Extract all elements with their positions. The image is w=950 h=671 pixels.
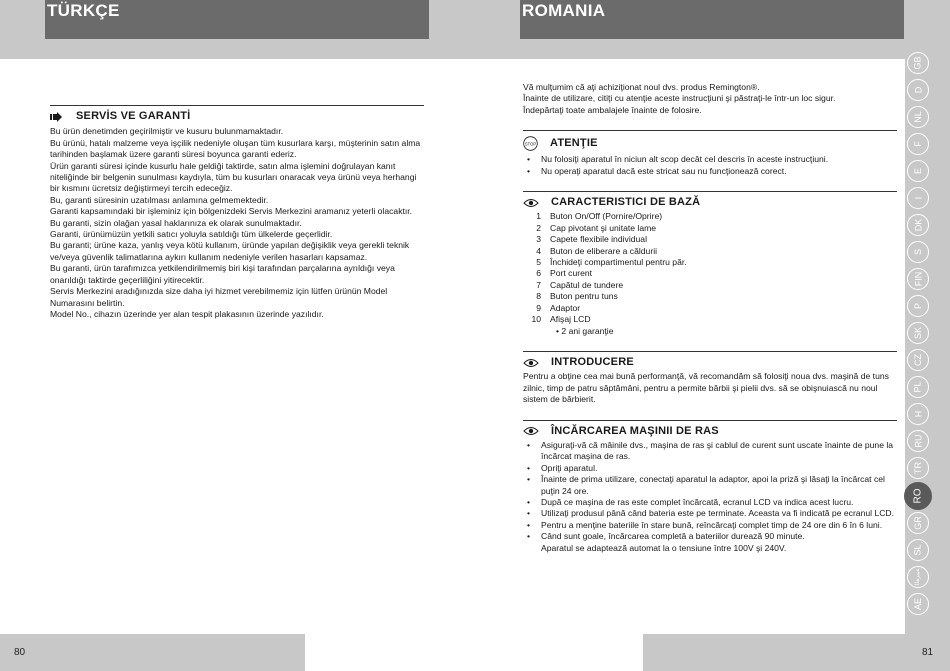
list-item: • Opriţi aparatul.	[523, 463, 897, 474]
intro-line: Îndepărtaţi toate ambalajele înainte de folosire.	[523, 104, 702, 115]
paragraph: Bu garanti; ürüne kaza, yanlış veya kötü kullanım, üründe yapılan değişiklik veya gerekli teknik ve/veya güvenlik talimatlarına aykırı kullanım nedeniyle verilen hasarları kapsamaz.	[50, 240, 410, 262]
page-title-romanian: ROMANIA	[520, 0, 904, 39]
section-header-features	[523, 191, 897, 208]
tab-lang-f[interactable]: F	[907, 133, 929, 155]
paragraph: Bu ürünü, hatalı malzeme veya işçilik nedeniyle oluşan tüm kusurlara karşı, müşterinin satın alma tarihinden başlamak üzere garanti süresi boyunca garanti ederiz.	[50, 137, 421, 160]
tab-lang-sl[interactable]: SL	[907, 539, 929, 561]
list-item: 8 Buton pentru tuns	[536, 291, 618, 302]
paragraph: Servis Merkezini aradığınızda size daha iyi hizmet verebilmemiz için lütfen ürünün Model Numarasını belirtin.	[50, 286, 388, 308]
section-heading: CARACTERISTICI DE BAZĂ	[551, 196, 701, 209]
list-item: 7 Capătul de tundere	[536, 279, 624, 290]
list-item: • Asiguraţi-vă că mâinile dvs., maşina de ras şi cablul de curent sunt uscate înainte de pune la încărcat maşina de ras.	[523, 440, 897, 463]
list-item: • După ce maşina de ras este complet încărcată, ecranul LCD va indica acest lucru.	[523, 497, 897, 508]
romanian-section	[523, 82, 897, 554]
page-number-left: 80	[14, 647, 26, 658]
charging-section	[523, 420, 897, 554]
paragraph: Bu ürün denetimden geçirilmiştir ve kusuru bulunmamaktadır.	[50, 126, 284, 137]
list-item: • Nu folosiţi aparatul în niciun alt scop decât cel descris în aceste instrucţiuni.	[523, 154, 897, 165]
list-item: • Pentru a menţine bateriile în stare bună, reîncărcaţi complet timp de 24 ore din 6 în 6 luni.	[523, 520, 897, 531]
tab-lang-e[interactable]: E	[907, 160, 929, 182]
list-item: • Înainte de prima utilizare, conectaţi aparatul la adaptor, apoi la priză şi lăsaţi la încărcat cel puţin 24 ore.	[523, 474, 897, 497]
eye-icon	[523, 358, 539, 368]
tab-lang-sk[interactable]: SK	[907, 322, 929, 344]
page-title-turkish: TÜRKÇE	[45, 0, 429, 39]
section-header-introduction	[523, 351, 897, 368]
tab-lang-i[interactable]: I	[907, 187, 929, 209]
tab-lang-tr[interactable]: TR	[907, 457, 929, 479]
list-item: 3 Capete flexibile individual	[536, 234, 647, 245]
paragraph: Bu garanti, ürün tarafımızca yetkilendirilmemiş biri kişi tarafından parçalarına ayrıldığı veya onarıldığı taktirde geçerliliğini yitirecektir.	[50, 263, 395, 285]
tab-lang-ru[interactable]: RU	[907, 430, 929, 452]
paragraph: Model No., cihazın üzerinde yer alan tespit plakasının üzerinde yazılıdır.	[50, 308, 324, 319]
caution-section	[523, 130, 897, 177]
eye-icon	[523, 198, 539, 208]
intro-text	[523, 82, 897, 116]
section-header-service	[50, 105, 424, 122]
tab-lang-ro[interactable]: RO	[904, 482, 932, 510]
section-heading: ATENŢIE	[550, 137, 598, 150]
tab-lang-gr[interactable]: GR	[907, 512, 929, 534]
svg-text:STOP: STOP	[524, 141, 537, 147]
list-item: 10 Afişaj LCD	[531, 314, 591, 325]
tab-lang-arabic[interactable]: ﺔﻴﺑﺮﻌﻟا	[907, 566, 929, 588]
section-heading: INTRODUCERE	[551, 355, 634, 368]
paragraph: Ürün garanti süresi içinde kusurlu hale geldiği taktirde, satın alma işlemini doğrulayan kanıt niteliğinde bir belgenin sunulması kaydıyla, tüm bu kusurları onaracak veya ürünü veya herhangi bir kısmını ücretsiz değiştirmeyi tercih edeceğiz.	[50, 160, 417, 194]
introduction-section	[523, 351, 897, 406]
turkish-section	[50, 105, 424, 320]
tab-lang-fin[interactable]: FIN	[907, 268, 929, 290]
intro-line: Înainte de utilizare, citiţi cu atenţie aceste instrucţiuni şi păstraţi-le într-un loc sigur.	[523, 93, 836, 104]
arrow-right-icon	[50, 112, 62, 122]
tab-lang-h[interactable]: H	[907, 403, 929, 425]
section-header-caution	[523, 130, 897, 151]
list-item: 1 Buton On/Off (Pornire/Oprire)	[536, 211, 663, 222]
voltage-note: Aparatul se adaptează automat la o tensiune între 100V şi 240V.	[541, 542, 787, 553]
paragraph: Garanti kapsamındaki bir işleminiz için bölgenizdeki Servis Merkezini aramanız yeterli olacaktır.	[50, 206, 413, 217]
eye-icon	[523, 426, 539, 436]
intro-line: Vă mulţumim că aţi achiziţionat noul dvs. produs Remington®.	[523, 82, 760, 92]
list-item: 5 Închideţi compartimentul pentru păr.	[536, 257, 687, 268]
list-item: 4 Buton de eliberare a căldurii	[536, 245, 658, 256]
paragraph: Bu, garanti süresinin uzatılması anlamına gelmemektedir.	[50, 194, 269, 205]
tab-lang-nl[interactable]: NL	[907, 106, 929, 128]
list-item: 2 Cap pivotant şi unitate lame	[536, 222, 657, 233]
footer-bar-right	[643, 634, 950, 671]
section-heading: ÎNCĂRCAREA MAŞINII DE RAS	[551, 424, 719, 437]
tab-lang-d[interactable]: D	[907, 79, 929, 101]
tab-lang-gb[interactable]: GB	[907, 52, 929, 74]
tab-lang-cz[interactable]: CZ	[907, 349, 929, 371]
paragraph: Pentru a obţine cea mai bună performanţă, vă recomandăm să folosiţi noua dvs. maşină de tuns zilnic, timp de patru săptămâni, pentru a permite bărbii şi pielii dvs. să se obişnuiască nu noul sistem de bărbierit.	[523, 371, 889, 405]
list-item: • Nu operaţi aparatul dacă este stricat sau nu funcţionează corect.	[523, 166, 897, 177]
stop-icon	[523, 136, 538, 151]
warranty-note: • 2 ani garanţie	[556, 325, 614, 336]
list-item: • Utilizaţi produsul până când bateria este pe terminate. Aceasta va fi indicată pe ecranul LCD.	[523, 508, 897, 519]
features-section	[523, 191, 897, 337]
tab-lang-ae[interactable]: AE	[907, 593, 929, 615]
tab-lang-p[interactable]: P	[907, 295, 929, 317]
section-heading: SERVİS VE GARANTİ	[76, 110, 191, 122]
paragraph: Bu garanti, sizin olağan yasal haklarınıza ek olarak sunulmaktadır.	[50, 217, 302, 228]
page-number-right: 81	[922, 647, 934, 658]
list-item: 6 Port curent	[536, 268, 593, 279]
tab-lang-s[interactable]: S	[907, 241, 929, 263]
tab-lang-dk[interactable]: DK	[907, 214, 929, 236]
warranty-text	[50, 126, 424, 320]
section-header-charging	[523, 420, 897, 437]
list-item: 9 Adaptor	[536, 302, 581, 313]
list-item: • Când sunt goale, încărcarea completă a bateriilor durează 90 minute.	[523, 531, 897, 542]
paragraph: Garanti, ürünümüzün yetkili satıcı yoluyla satıldığı tüm ülkelerde geçerlidir.	[50, 229, 333, 240]
tab-lang-pl[interactable]: PL	[907, 376, 929, 398]
